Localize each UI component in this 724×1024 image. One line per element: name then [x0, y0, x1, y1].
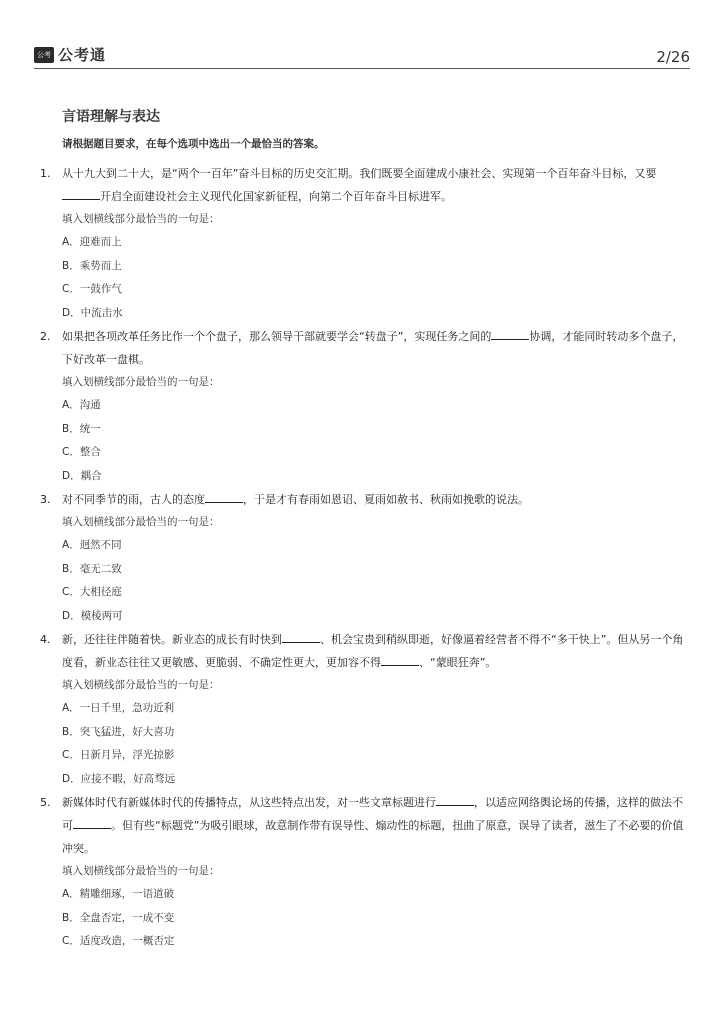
- question-number: 5.: [40, 796, 51, 809]
- option-c: C．整合: [62, 446, 101, 458]
- answer-blank: [381, 651, 419, 666]
- page-number: 2/26: [656, 48, 690, 66]
- question-stem: [40, 162, 690, 208]
- stem-part: 开启全面建设社会主义现代化国家新征程，向第二个百年奋斗目标进军。: [100, 190, 452, 203]
- question-list: [40, 162, 690, 954]
- option-d: D．耦合: [62, 469, 102, 482]
- stem-part: 。但有些“标题党”为吸引眼球，故意制作带有误导性、煽动性的标题，扭曲了原意，误导了读者，滋生了不必要的价值冲突。: [62, 819, 684, 855]
- option-c: C．适度改造，一概否定: [62, 935, 175, 947]
- stem-part: 如果把各项改革任务比作一个个盘子，那么领导干部就要学会“转盘子”，实现任务之间的: [62, 330, 492, 343]
- option-b: B．毫无二致: [62, 562, 122, 575]
- stem-part: ，于是才有春雨如恩诏、夏雨如赦书、秋雨如挽歌的说法。: [243, 493, 529, 506]
- fill-prompt: 填入划横线部分最恰当的一句是：: [62, 679, 220, 691]
- stem-part: ，以适应网络舆论场的传播，这样的做法不可: [62, 796, 683, 832]
- stem-part: 、“蒙眼狂奔”。: [419, 656, 497, 669]
- question-stem: [40, 791, 690, 860]
- option-c: C．大相径庭: [62, 586, 122, 598]
- question-text: [62, 325, 690, 371]
- question-text: [62, 791, 690, 860]
- answer-blank: [436, 791, 474, 806]
- answer-blank: [205, 488, 243, 503]
- question: [40, 488, 690, 628]
- answer-blank: [62, 185, 100, 200]
- question-number: 2.: [40, 330, 51, 343]
- question-stem: [40, 325, 690, 371]
- question-stem: [40, 628, 690, 674]
- stem-part: 新，还往往伴随着快。新业态的成长有时快到: [62, 633, 282, 646]
- stem-part: 对不同季节的雨，古人的态度: [62, 493, 205, 506]
- option-c: C．日新月异，浮光掠影: [62, 749, 175, 761]
- option-b: B．突飞猛进，好大喜功: [62, 725, 175, 738]
- option-a: A．一日千里，急功近利: [62, 702, 175, 714]
- question-text: [62, 162, 690, 208]
- option-b: B．乘势而上: [62, 259, 122, 272]
- fill-prompt: 填入划横线部分最恰当的一句是：: [62, 213, 220, 225]
- logo-text: 公考通: [58, 46, 107, 64]
- option-c: C．一鼓作气: [62, 283, 122, 295]
- question: [40, 628, 690, 791]
- answer-blank: [73, 814, 111, 829]
- question-text: [62, 488, 690, 511]
- logo: [34, 44, 107, 75]
- option-d: D．中流击水: [62, 306, 123, 319]
- option-d: D．模棱两可: [62, 609, 123, 622]
- option-a: A．精雕细琢，一语道破: [62, 888, 175, 900]
- question-number: 4.: [40, 633, 51, 646]
- stem-part: 新媒体时代有新媒体时代的传播特点，从这些特点出发，对一些文章标题进行: [62, 796, 436, 809]
- stem-part: 协调，才能同时转动多个盘子，下好改革一盘棋。: [62, 330, 684, 366]
- fill-prompt: 填入划横线部分最恰当的一句是：: [62, 516, 220, 528]
- page-header: [34, 44, 690, 75]
- instruction: 请根据题目要求，在每个选项中选出一个最恰当的答案。: [62, 138, 325, 150]
- option-a: A．迎难而上: [62, 236, 122, 248]
- question-text: [62, 628, 690, 674]
- option-b: B．全盘否定，一成不变: [62, 911, 175, 924]
- option-d: D．应接不暇，好高骛远: [62, 772, 176, 785]
- header-divider: [34, 68, 690, 69]
- question: [40, 162, 690, 325]
- option-a: A．沟通: [62, 399, 101, 411]
- option-a: A．迥然不同: [62, 539, 122, 551]
- stem-part: 从十九大到二十大，是“两个一百年”奋斗目标的历史交汇期。我们既要全面建成小康社会、实现第一个百年奋斗目标，又要: [62, 167, 657, 180]
- option-b: B．统一: [62, 422, 101, 435]
- logo-mark-icon: 公考通: [34, 47, 54, 63]
- question-stem: [40, 488, 690, 511]
- question-number: 1.: [40, 167, 51, 180]
- stem-part: 、机会宝贵到稍纵即逝，好像逼着经营者不得不“多干快上”。但从另一个角度看，新业态往往又更敏感、更脆弱、不确定性更大，更加容不得: [62, 633, 684, 669]
- section-title: 言语理解与表达: [62, 109, 160, 125]
- answer-blank: [491, 325, 529, 340]
- question: [40, 325, 690, 488]
- question: [40, 791, 690, 954]
- fill-prompt: 填入划横线部分最恰当的一句是：: [62, 376, 220, 388]
- fill-prompt: 填入划横线部分最恰当的一句是：: [62, 865, 220, 877]
- answer-blank: [282, 628, 320, 643]
- question-number: 3.: [40, 493, 51, 506]
